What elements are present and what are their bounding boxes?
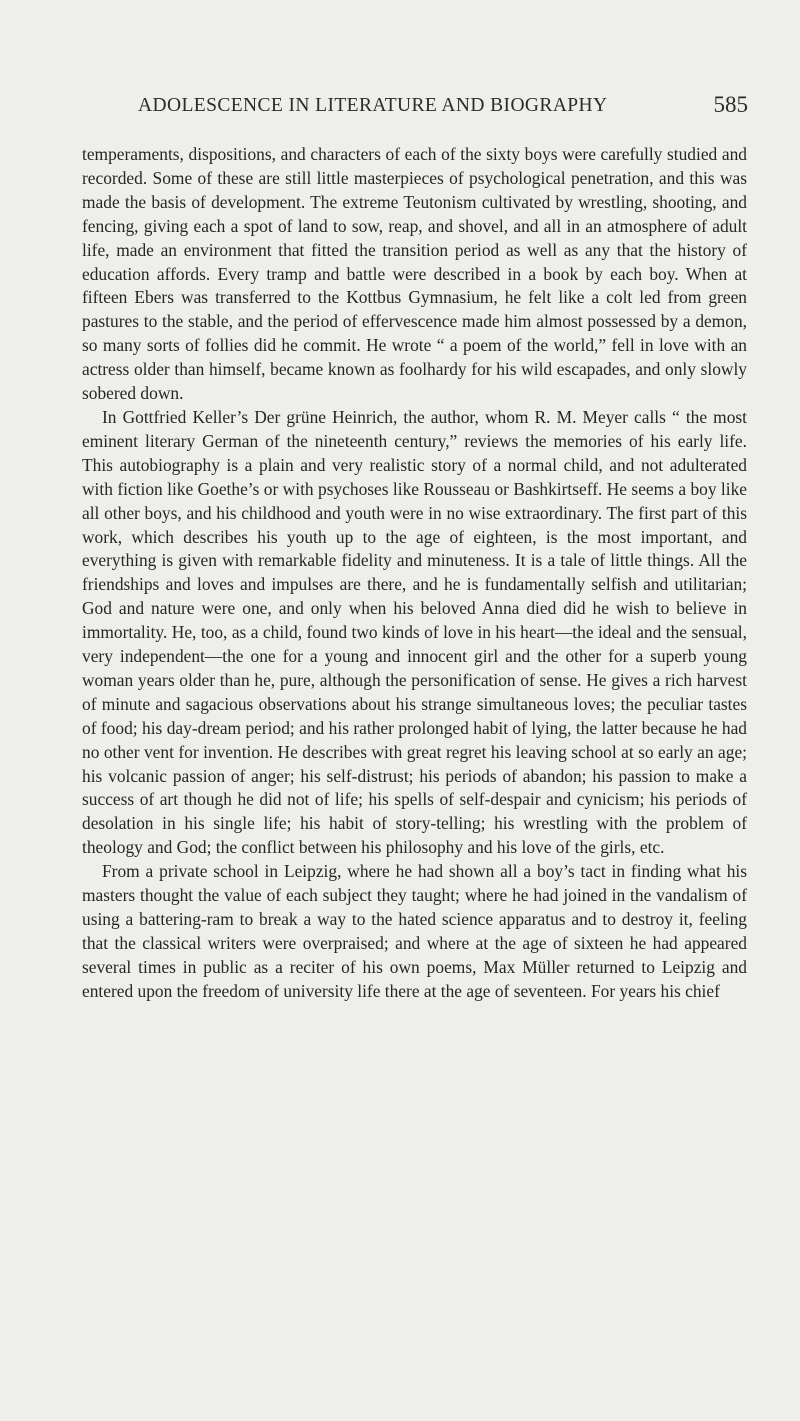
running-header	[138, 92, 748, 127]
running-title: ADOLESCENCE IN LITERATURE AND BIOGRAPHY	[138, 95, 608, 116]
body-text	[82, 143, 747, 1004]
paragraph-1: temperaments, dispositions, and characters of each of the sixty boys were carefully studied and recorded. Some of these are still little masterpieces of psychological penetration, and this was made the basis of development. The extreme Teutonism cultivated by wrestling, shooting, and fencing, giving each a spot of land to sow, reap, and shovel, and all in an atmosphere of adult life, made an environment that fitted the transition period as well as any that the history of education affords. Every tramp and battle were described in a book by each boy. When at fifteen Ebers was transferred to the Kottbus Gymnasium, he felt like a colt led from green pastures to the stable, and the period of effervescence made him almost possessed by a demon, so many sorts of follies did he commit. He wrote “ a poem of the world,” fell in love with an actress older than himself, became known as foolhardy for his wild escapades, and only slowly sobered down.	[82, 144, 747, 404]
paragraph-3: From a private school in Leipzig, where he had shown all a boy’s tact in finding what his masters thought the value of each subject they taught; where he had joined in the vandalism of using a battering-ram to break a way to the hated science apparatus and to destroy it, feeling that the classical writers were overpraised; and where at the age of sixteen he had appeared several times in public as a reciter of his own poems, Max Müller returned to Leipzig and entered upon the freedom of university life there at the age of seventeen. For years his chief	[82, 861, 747, 1001]
paragraph-2: In Gottfried Keller’s Der grüne Heinrich, the author, whom R. M. Meyer calls “ the most eminent literary German of the nineteenth century,” reviews the memories of his early life. This autobiography is a plain and very realistic story of a normal child, and not adulterated with fiction like Goethe’s or with psychoses like Rousseau or Bashkirtseff. He seems a boy like all other boys, and his childhood and youth were in no wise extraordinary. The first part of this work, which describes his youth up to the age of eighteen, is the most important, and everything is given with remarkable fidelity and minuteness. It is a tale of little things. All the friendships and loves and impulses are there, and he is fundamentally selfish and utilitarian; God and nature were one, and only when his beloved Anna died did he wish to believe in immortality. He, too, as a child, found two kinds of love in his heart—the ideal and the sensual, very independent—the one for a young and innocent girl and the other for a superb young woman years older than he, pure, although the personification of sense. He gives a rich harvest of minute and sagacious observations about his strange simultaneous loves; the peculiar tastes of food; his day-dream period; and his rather prolonged habit of lying, the latter because he had no other vent for invention. He describes with great regret his leaving school at so early an age; his volcanic passion of anger; his self-distrust; his periods of abandon; his passion to make a success of art though he did not of life; his spells of self-despair and cynicism; his periods of desolation in his single life; his habit of story-telling; his wrestling with the problem of theology and God; the conflict between his philosophy and his love of the girls, etc.	[82, 406, 747, 858]
page-number: 585	[713, 92, 748, 117]
